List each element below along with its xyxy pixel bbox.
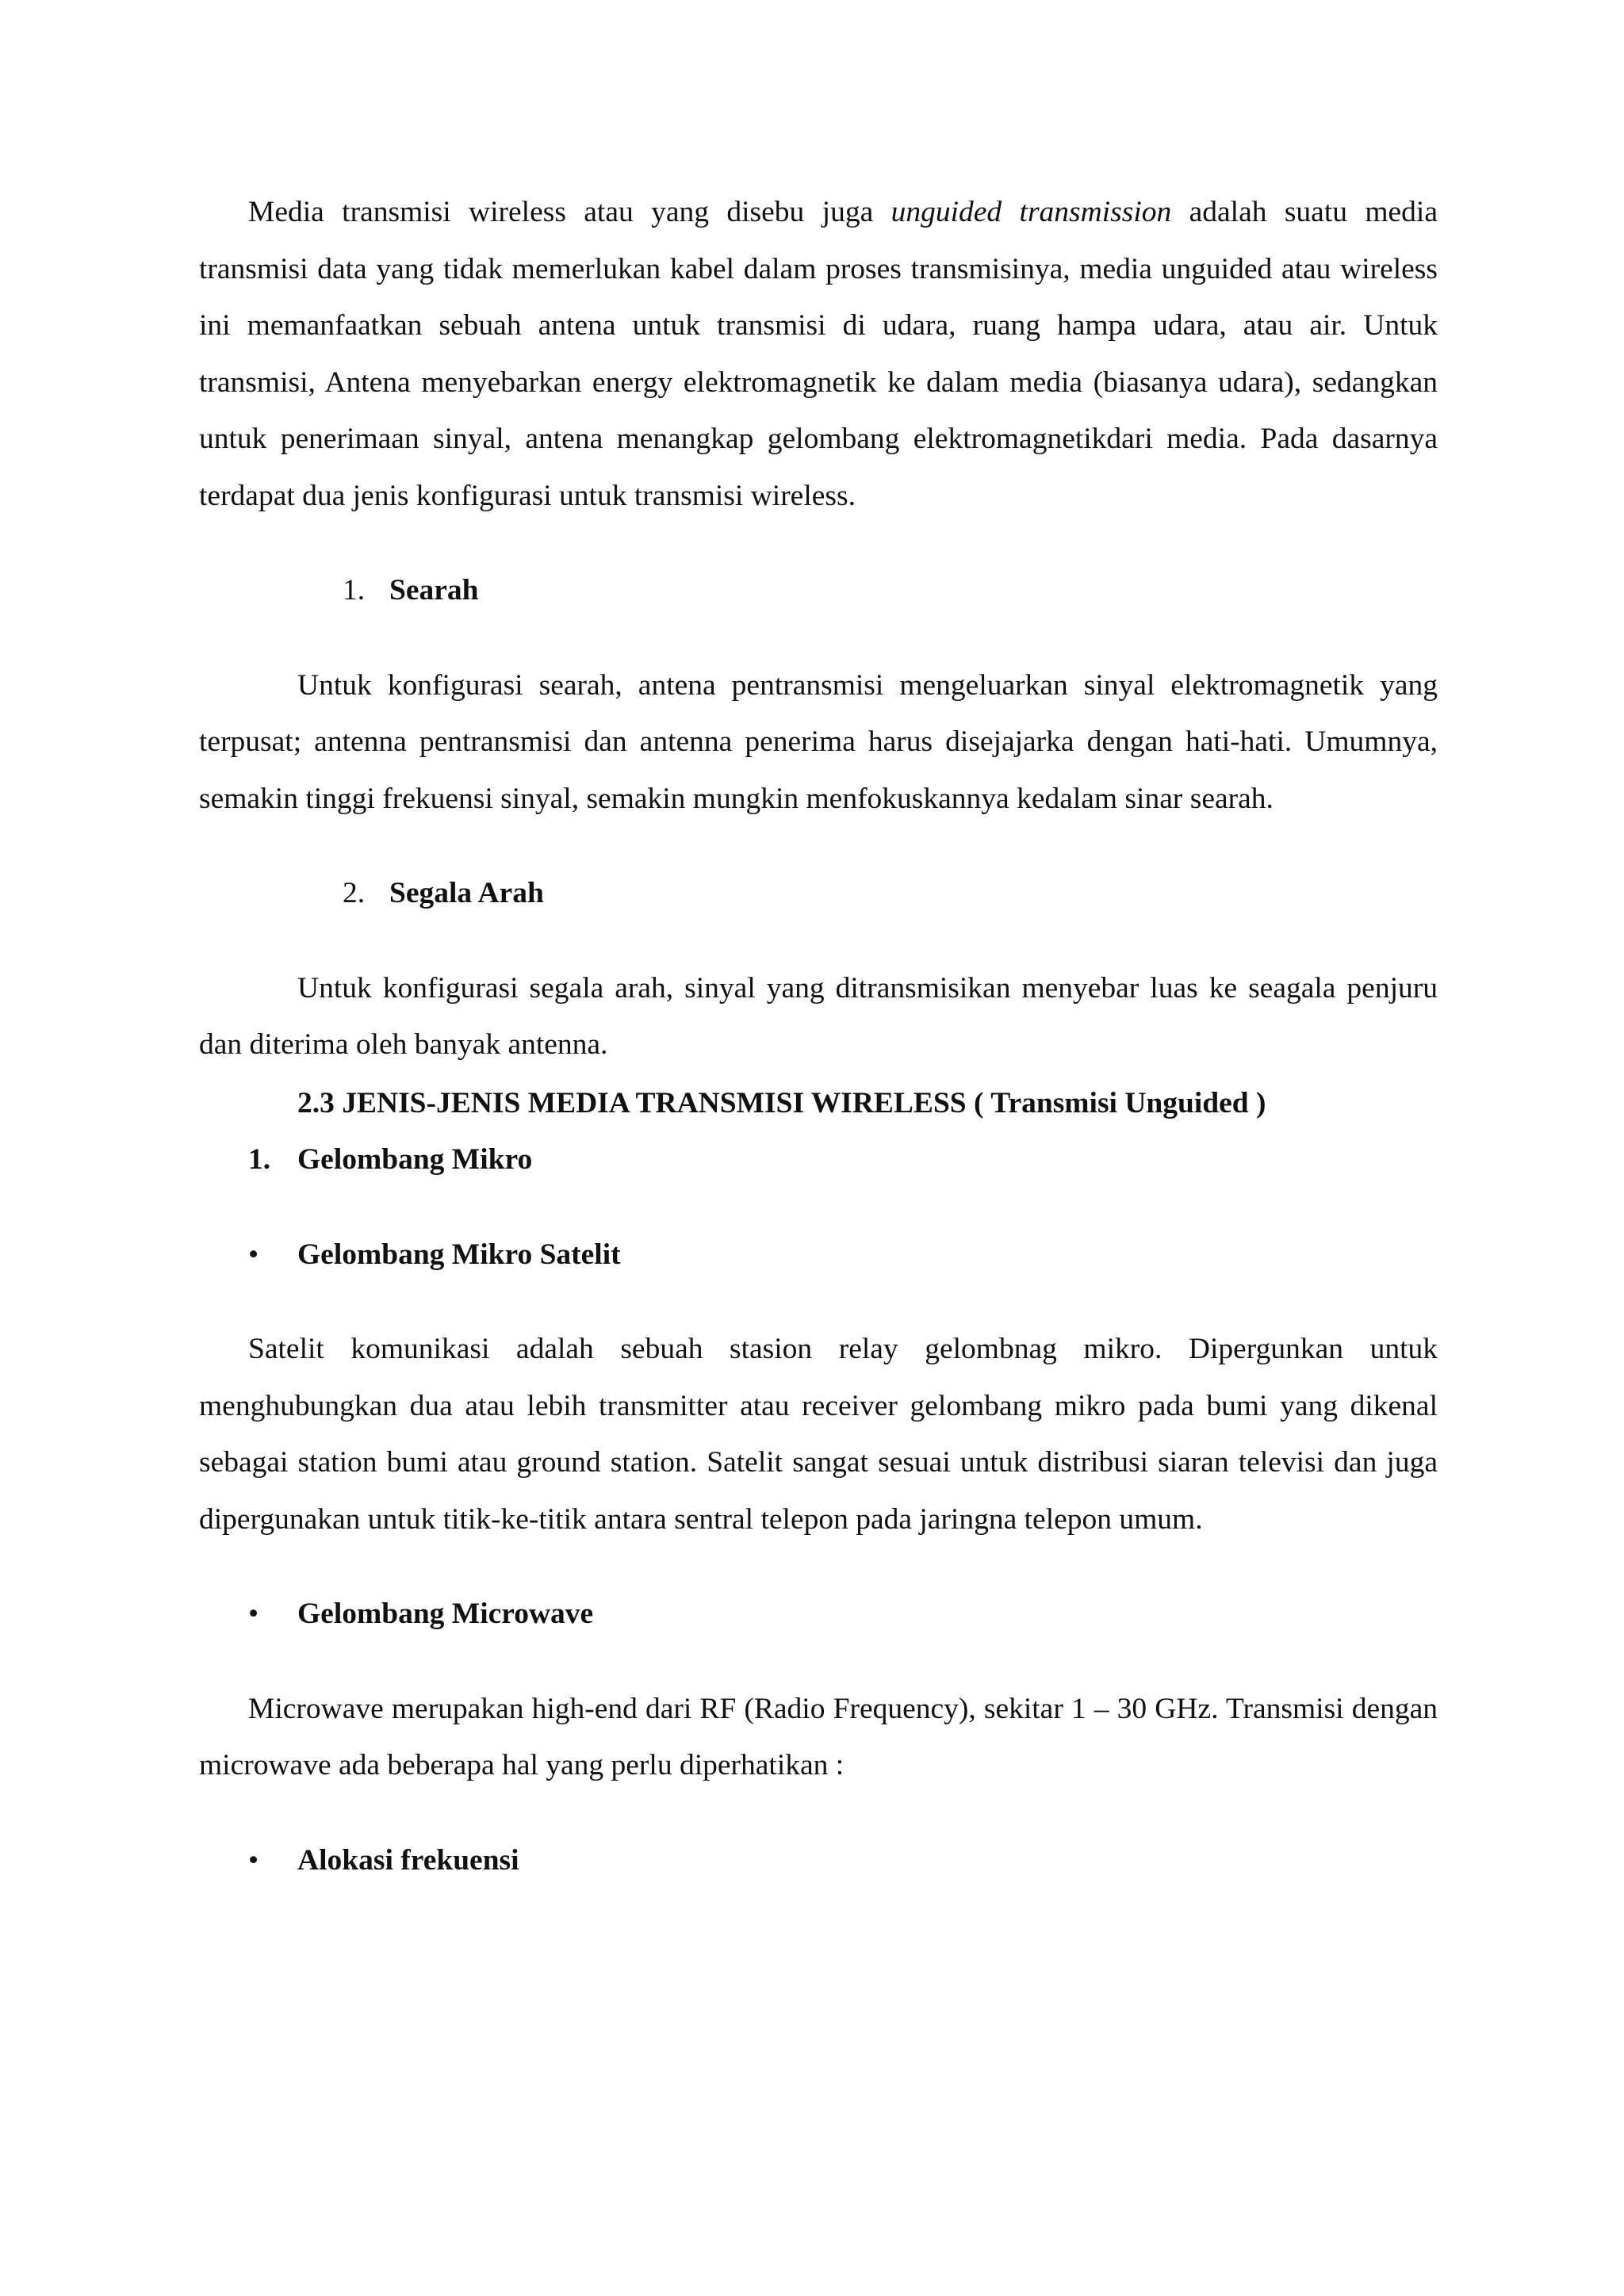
intro-text-before: Media transmisi wireless atau yang disebu juga bbox=[248, 196, 891, 228]
subsection-title: Gelombang Mikro bbox=[297, 1143, 533, 1176]
document-page bbox=[199, 184, 1438, 1888]
bullet-icon: • bbox=[248, 1843, 259, 1877]
bullet-title: Alokasi frekuensi bbox=[297, 1843, 519, 1877]
bullet-heading-alokasi bbox=[199, 1832, 1438, 1889]
list-number: 1. bbox=[343, 574, 366, 607]
bullet-heading-satelit bbox=[199, 1226, 1438, 1284]
bullet-title: Gelombang Mikro Satelit bbox=[297, 1238, 621, 1271]
config-body-searah: Untuk konfigurasi searah, antena pentransmisi mengeluarkan sinyal elektromagnetik yang terpusat; antenna pentransmisi dan antenna penerima harus disejajarka dengan hati-hati. Umumnya, semakin tinggi frekuensi sinyal, semakin mungkin menfokuskannya kedalam sinar searah. bbox=[199, 668, 1438, 815]
bullet-icon: • bbox=[248, 1238, 259, 1271]
config-body-segala-arah: Untuk konfigurasi segala arah, sinyal yang ditransmisikan menyebar luas ke seagala penjuru dan diterima oleh banyak antenna. bbox=[199, 971, 1438, 1061]
config-heading-segala-arah bbox=[199, 865, 1438, 922]
config-heading-searah bbox=[199, 562, 1438, 619]
bullet-heading-microwave bbox=[199, 1586, 1438, 1643]
bullet-body-satelit: Satelit komunikasi adalah sebuah stasion relay gelombnag mikro. Dipergunkan untuk menghubungkan dua atau lebih transmitter atau receiver gelombang mikro pada bumi yang dikenal sebagai station bumi atau ground station. Satelit sangat sesuai untuk distribusi siaran televisi dan juga dipergunakan untuk titik-ke-titik antara sentral telepon pada jaringna telepon umum. bbox=[199, 1333, 1438, 1536]
intro-italic-term: unguided transmission bbox=[891, 196, 1172, 228]
bullet-body-microwave: Microwave merupakan high-end dari RF (Radio Frequency), sekitar 1 – 30 GHz. Transmisi dengan microwave ada beberapa hal yang perlu diperhatikan : bbox=[199, 1692, 1438, 1781]
section-title: 2.3 JENIS-JENIS MEDIA TRANSMISI WIRELESS ( Transmisi Unguided ) bbox=[297, 1086, 1266, 1119]
list-title: Segala Arah bbox=[389, 877, 544, 909]
bullet-icon: • bbox=[248, 1598, 259, 1630]
intro-text-after: adalah suatu media transmisi data yang tidak memerlukan kabel dalam proses transmisinya, media unguided atau wireless ini memanfaatkan sebuah antena untuk transmisi di udara, ruang hampa udara, atau air. Untuk transmisi, Antena menyebarkan energy elektromagnetik ke dalam media (biasanya udara), sedangkan untuk penerimaan sinyal, antena menangkap gelombang elektromagnetikdari media. Pada dasarnya terdapat dua jenis konfigurasi untuk transmisi wireless. bbox=[199, 196, 1438, 512]
subsection-heading bbox=[199, 1131, 1438, 1188]
list-number: 2. bbox=[343, 877, 366, 909]
subsection-number: 1. bbox=[248, 1143, 271, 1176]
intro-paragraph bbox=[199, 184, 1438, 524]
list-title: Searah bbox=[389, 574, 479, 607]
bullet-title: Gelombang Microwave bbox=[297, 1598, 594, 1630]
